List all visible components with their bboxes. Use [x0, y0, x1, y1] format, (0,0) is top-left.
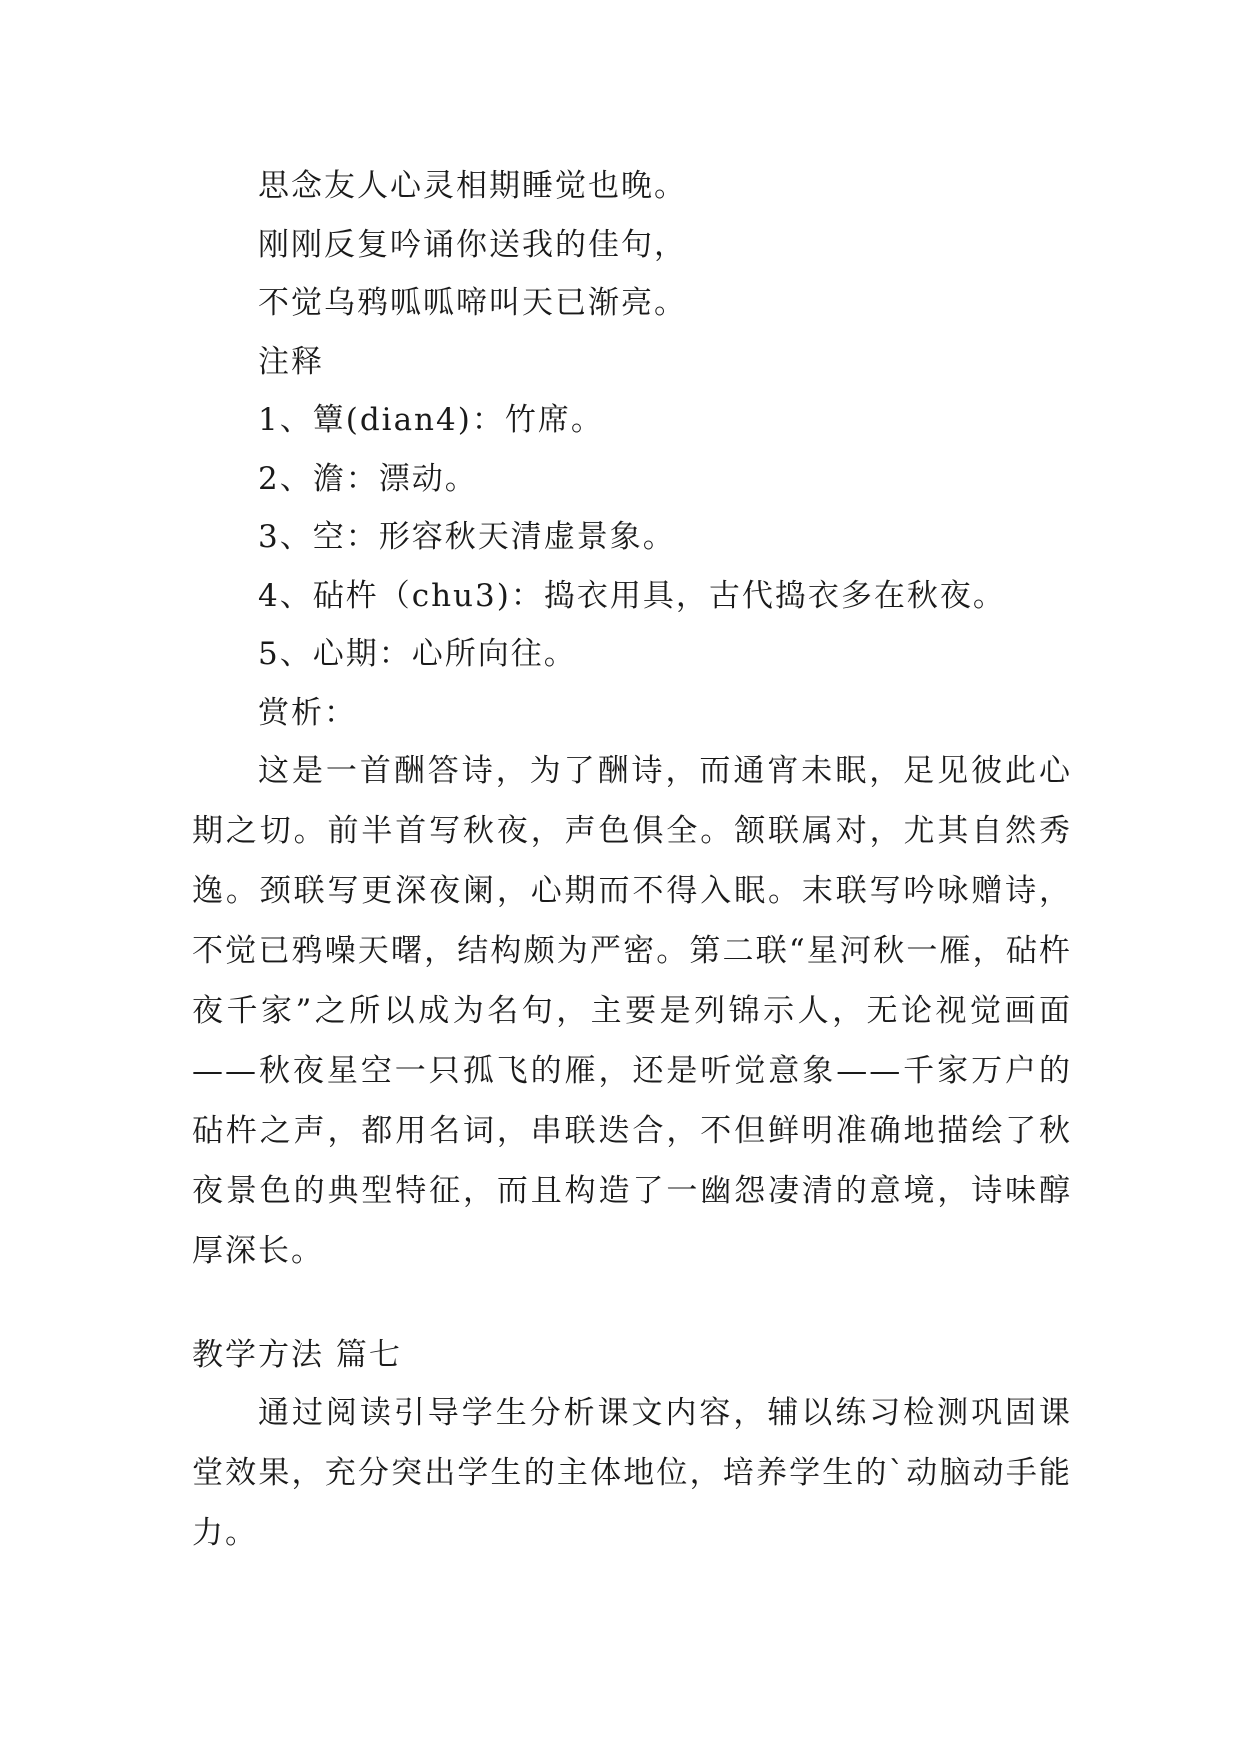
- section-paragraph: 通过阅读引导学生分析课文内容，辅以练习检测巩固课堂效果，充分突出学生的主体地位，培养学生的`动脑动手能力。: [192, 1395, 1072, 1551]
- note-item-3: 3、空：形容秋天清虚景象。: [258, 519, 676, 555]
- section-title: 教学方法 篇七: [192, 1337, 402, 1373]
- appreciation-heading: 赏析：: [258, 695, 357, 731]
- poem-translation-line-1: 思念友人心灵相期睡觉也晚。: [258, 168, 687, 204]
- appreciation-paragraph: 这是一首酬答诗，为了酬诗，而通宵未眠，足见彼此心期之切。前半首写秋夜，声色俱全。颔联属对，尤其自然秀逸。颈联写更深夜阑，心期而不得入眠。末联写吟咏赠诗，不觉已鸦噪天曙，结构颇为严密。第二联“星河秋一雁，砧杵夜千家”之所以成为名句，主要是列锦示人，无论视觉画面——秋夜星空一只孤飞的雁，还是听觉意象——千家万户的砧杵之声，都用名词，串联迭合，不但鲜明准确地描绘了秋夜景色的典型特征，而且构造了一幽怨凄清的意境，诗味醇厚深长。: [192, 753, 1072, 1269]
- note-item-4: 4、砧杵（chu3)：捣衣用具，古代捣衣多在秋夜。: [258, 578, 1006, 614]
- note-item-1: 1、簟(dian4)：竹席。: [258, 402, 604, 438]
- poem-translation-line-3: 不觉乌鸦呱呱啼叫天已渐亮。: [258, 285, 687, 321]
- note-item-5: 5、心期：心所向往。: [258, 636, 577, 672]
- note-item-2: 2、澹：漂动。: [258, 461, 478, 497]
- notes-heading: 注释: [258, 344, 324, 380]
- poem-translation-line-2: 刚刚反复吟诵你送我的佳句，: [258, 227, 687, 263]
